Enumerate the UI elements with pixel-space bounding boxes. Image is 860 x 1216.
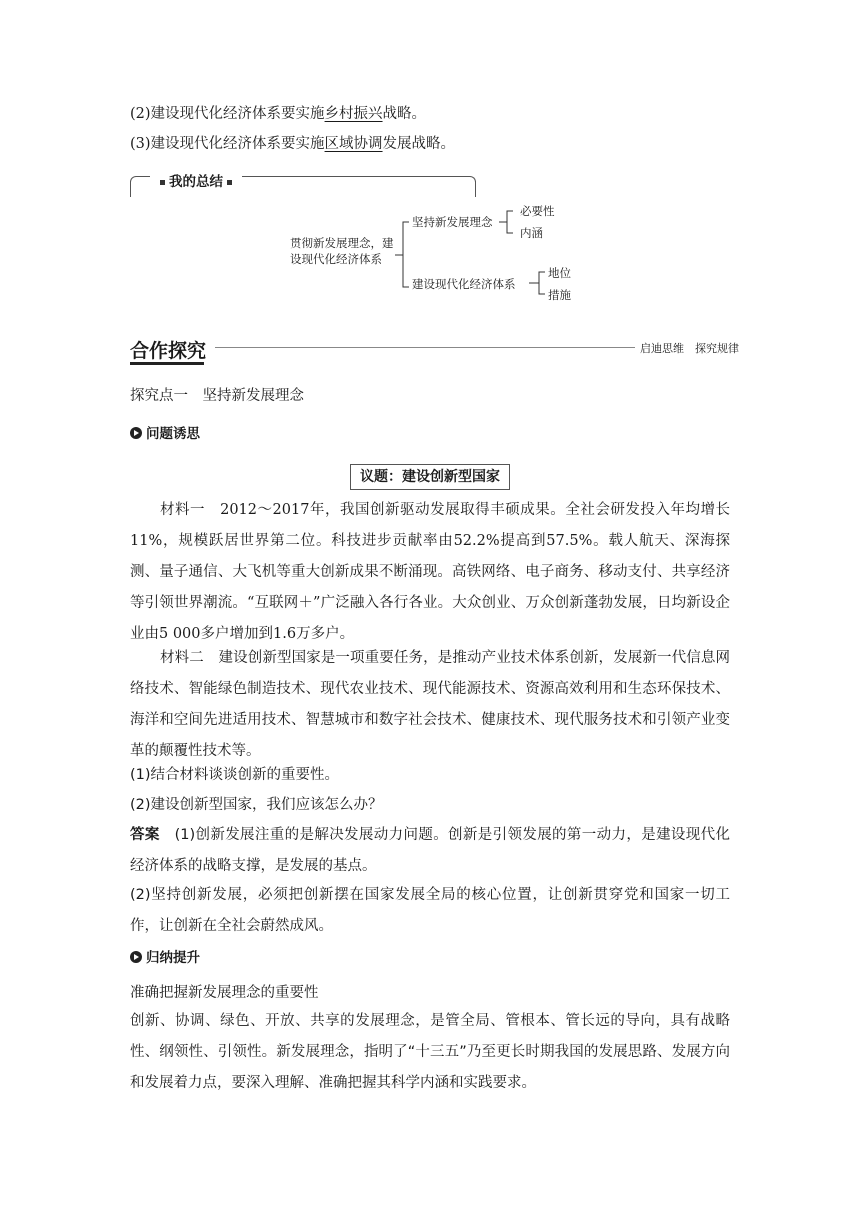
summary-paragraph: 创新、协调、绿色、开放、共享的发展理念，是管全局、管根本、管长远的导向，具有战略性、纲领性、引领性。新发展理念，指明了“十三五”乃至更长时期我国的发展思路、发展方向和发展着力点，要深入理解、准确把握其科学内涵和实践要求。: [130, 1013, 730, 1091]
section-divider: [215, 347, 635, 348]
section-right-label: 启迪思维 探究规律: [640, 342, 739, 355]
material-2-text: 建设创新型国家是一项重要任务，是推动产业技术体系创新，发展新一代信息网络技术、智能绿色制造技术、现代农业技术、现代能源技术、资源高效利用和生态环保技术、海洋和空间先进适用技术、智慧城市和数字社会技术、健康技术、现代服务技术和引领产业变革的颠覆性技术等。: [130, 650, 731, 759]
material-2: [130, 643, 730, 767]
intro-line-2: [130, 104, 426, 124]
intro-line-3: [130, 134, 455, 154]
summary-title-text: 我的总结: [169, 174, 223, 190]
question-heading-text: 问题诱思: [146, 426, 200, 442]
play-icon: [130, 951, 142, 963]
tree-root-line1: 贯彻新发展理念，建: [290, 236, 394, 250]
answer-1-text: (1)创新发展注重的是解决发展动力问题。创新是引领发展的第一动力，是建设现代化经济体系的战略支撑，是发展的基点。: [130, 827, 730, 874]
tree-branch-2-leaf-2: 措施: [548, 288, 571, 302]
intro-line-3-prefix: (3)建设现代化经济体系要实施: [130, 136, 325, 152]
intro-line-3-suffix: 发展战略。: [382, 136, 456, 152]
tree-branch-2-leaf-1: 地位: [548, 266, 571, 280]
summary-subtitle: 准确把握新发展理念的重要性: [130, 985, 319, 1001]
summary-heading: [130, 948, 200, 968]
material-1-label: 材料一: [160, 502, 206, 518]
tree-branch-2: 建设现代化经济体系: [412, 277, 516, 291]
intro-line-2-underlined: 乡村振兴: [324, 106, 383, 122]
topic-box: 议题：建设创新型国家: [350, 464, 510, 490]
square-icon: [160, 180, 165, 185]
question-2: (2)建设创新型国家，我们应该怎么办？: [130, 797, 383, 813]
summary-heading-text: 归纳提升: [146, 950, 200, 966]
play-icon: [130, 427, 142, 439]
section-title: 合作探究: [130, 340, 207, 362]
answer-1: [130, 820, 730, 882]
point-title: 探究点一 坚持新发展理念: [130, 388, 304, 404]
material-2-label: 材料二: [160, 650, 204, 666]
intro-line-2-suffix: 战略。: [382, 106, 427, 122]
tree-branch-1-leaf-1: 必要性: [520, 204, 555, 218]
summary-title: [150, 170, 242, 190]
answer-label: 答案: [130, 827, 160, 843]
question-1: (1)结合材料谈谈创新的重要性。: [130, 767, 340, 783]
material-1-text: 2012～2017年，我国创新驱动发展取得丰硕成果。全社会研发投入年均增长11%，规模跃居世界第二位。科技进步贡献率由52.2%提高到57.5%。载人航天、深海探测、量子通信、大飞机等重大创新成果不断涌现。高铁网络、电子商务、移动支付、共享经济等引领世界潮流。“互联网＋”广泛融入各行各业。大众创业、万众创新蓬勃发展，日均新设企业由5 000多户增加到1.6万多户。: [130, 502, 731, 642]
question-heading: [130, 424, 200, 444]
tree-root-line2: 设现代化经济体系: [290, 252, 382, 266]
intro-line-2-prefix: (2)建设现代化经济体系要实施: [130, 106, 325, 122]
material-1: [130, 495, 730, 650]
intro-line-3-underlined: 区域协调: [324, 136, 383, 152]
square-icon: [227, 180, 232, 185]
tree-branch-1: 坚持新发展理念: [412, 215, 493, 229]
answer-2: (2)坚持创新发展，必须把创新摆在国家发展全局的核心位置，让创新贯穿党和国家一切工作，让创新在全社会蔚然成风。: [130, 887, 730, 934]
section-title-rule: [130, 362, 204, 365]
tree-branch-1-leaf-2: 内涵: [520, 226, 543, 240]
